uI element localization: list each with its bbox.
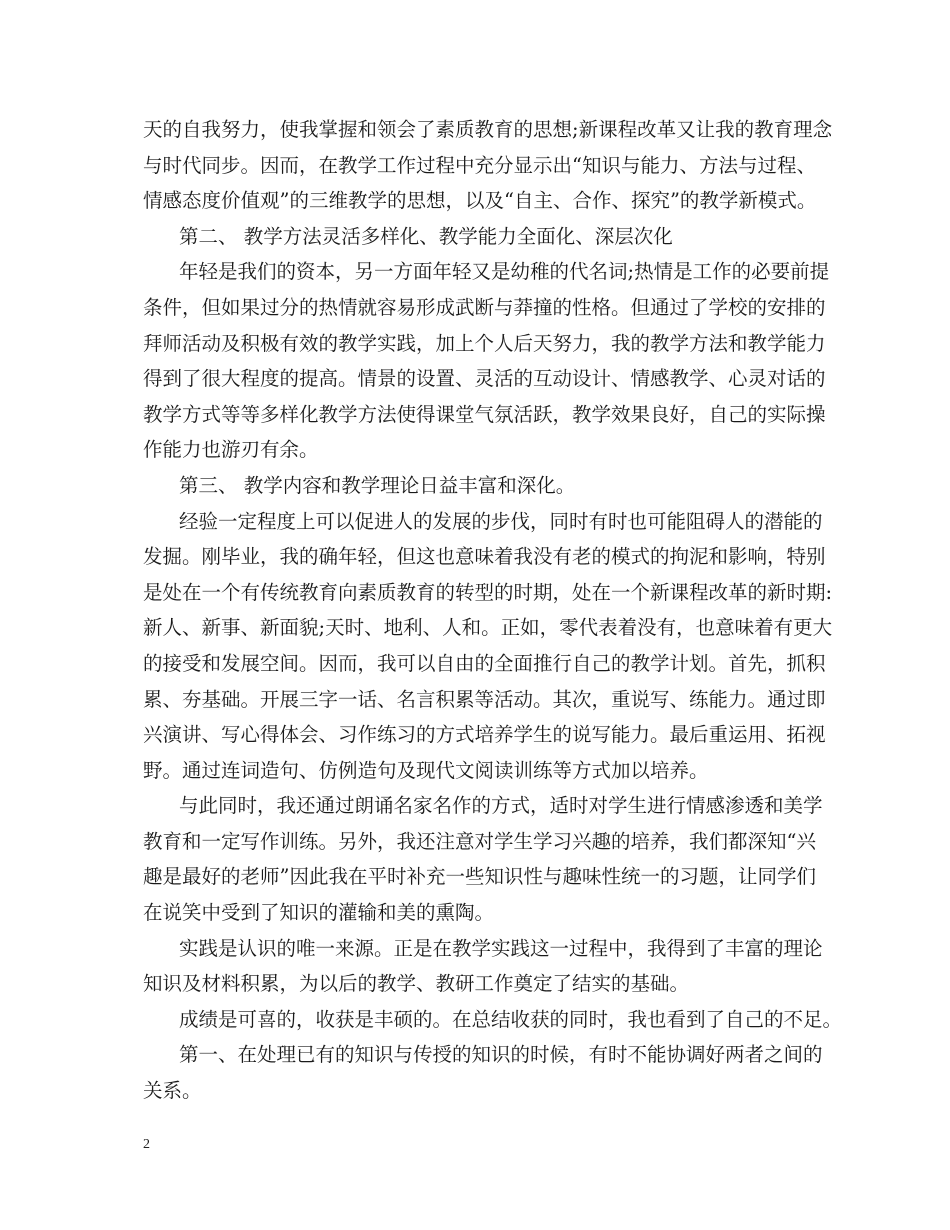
text-line: 情感态度价值观”的三维教学的思想，以及“自主、合作、探究”的教学新模式。 xyxy=(143,189,817,213)
text-line: 发掘。刚毕业，我的确年轻，但这也意味着我没有老的模式的拘泥和影响，特别 xyxy=(143,545,826,569)
text-line: 第一、在处理已有的知识与传授的知识的时候，有时不能协调好两者之间的 xyxy=(179,1043,823,1067)
page-number: 2 xyxy=(143,1137,150,1152)
text-line: 与此同时，我还通过朗诵名家名作的方式，适时对学生进行情感渗透和美学 xyxy=(179,794,823,818)
text-line: 趣是最好的老师”因此我在平时补充一些知识性与趣味性统一的习题，让同学们 xyxy=(143,865,816,889)
text-line: 天的自我努力，使我掌握和领会了素质教育的思想;新课程改革又让我的教育理念 xyxy=(143,118,833,141)
body-text xyxy=(143,112,843,1109)
text-line: 经验一定程度上可以促进人的发展的步伐，同时有时也可能阻碍人的潜能的 xyxy=(179,509,823,533)
text-line: 教学方式等等多样化教学方法使得课堂气氛活跃，教学效果良好，自己的实际操 xyxy=(143,402,826,426)
text-line: 的接受和发展空间。因而，我可以自由的全面推行自己的教学计划。首先，抓积 xyxy=(143,651,826,675)
text-line: 在说笑中受到了知识的灌输和美的熏陶。 xyxy=(143,901,495,925)
text-line: 教育和一定写作训练。另外，我还注意对学生学习兴趣的培养，我们都深知“兴 xyxy=(143,829,816,853)
text-line: 第二、 教学方法灵活多样化、教学能力全面化、深层次化 xyxy=(179,224,673,248)
text-line: 得到了很大程度的提高。情景的设置、灵活的互动设计、情感教学、心灵对话的 xyxy=(143,367,826,391)
text-line: 知识及材料积累，为以后的教学、教研工作奠定了结实的基础。 xyxy=(143,972,690,996)
text-line: 新人、新事、新面貌;天时、地利、人和。正如，零代表着没有，也意味着有更大 xyxy=(143,616,833,640)
text-line: 实践是认识的唯一来源。正是在教学实践这一过程中，我得到了丰富的理论 xyxy=(179,936,823,960)
text-line: 兴演讲、写心得体会、习作练习的方式培养学生的说写能力。最后重运用、拓视 xyxy=(143,723,826,747)
text-line: 与时代同步。因而，在教学工作过程中充分显示出“知识与能力、方法与过程、 xyxy=(143,153,816,177)
text-line: 成绩是可喜的，收获是丰硕的。在总结收获的同时，我也看到了自己的不足。 xyxy=(179,1007,843,1031)
text-line: 条件，但如果过分的热情就容易形成武断与莽撞的性格。但通过了学校的安排的 xyxy=(143,295,826,319)
text-line: 作能力也游刃有余。 xyxy=(143,438,319,462)
text-line: 年轻是我们的资本，另一方面年轻又是幼稚的代名词;热情是工作的必要前提 xyxy=(179,260,830,284)
text-line: 野。通过连词造句、仿例造句及现代文阅读训练等方式加以培养。 xyxy=(143,758,709,782)
text-line: 是处在一个有传统教育向素质教育的转型的时期，处在一个新课程改革的新时期: xyxy=(143,580,833,604)
text-line: 拜师活动及积极有效的教学实践，加上个人后天努力，我的教学方法和教学能力 xyxy=(143,331,826,355)
text-line: 第三、 教学内容和教学理论日益丰富和深化。 xyxy=(179,473,576,497)
text-line: 累、夯基础。开展三字一话、名言积累等活动。其次，重说写、练能力。通过即 xyxy=(143,687,826,711)
text-line: 关系。 xyxy=(143,1079,202,1103)
